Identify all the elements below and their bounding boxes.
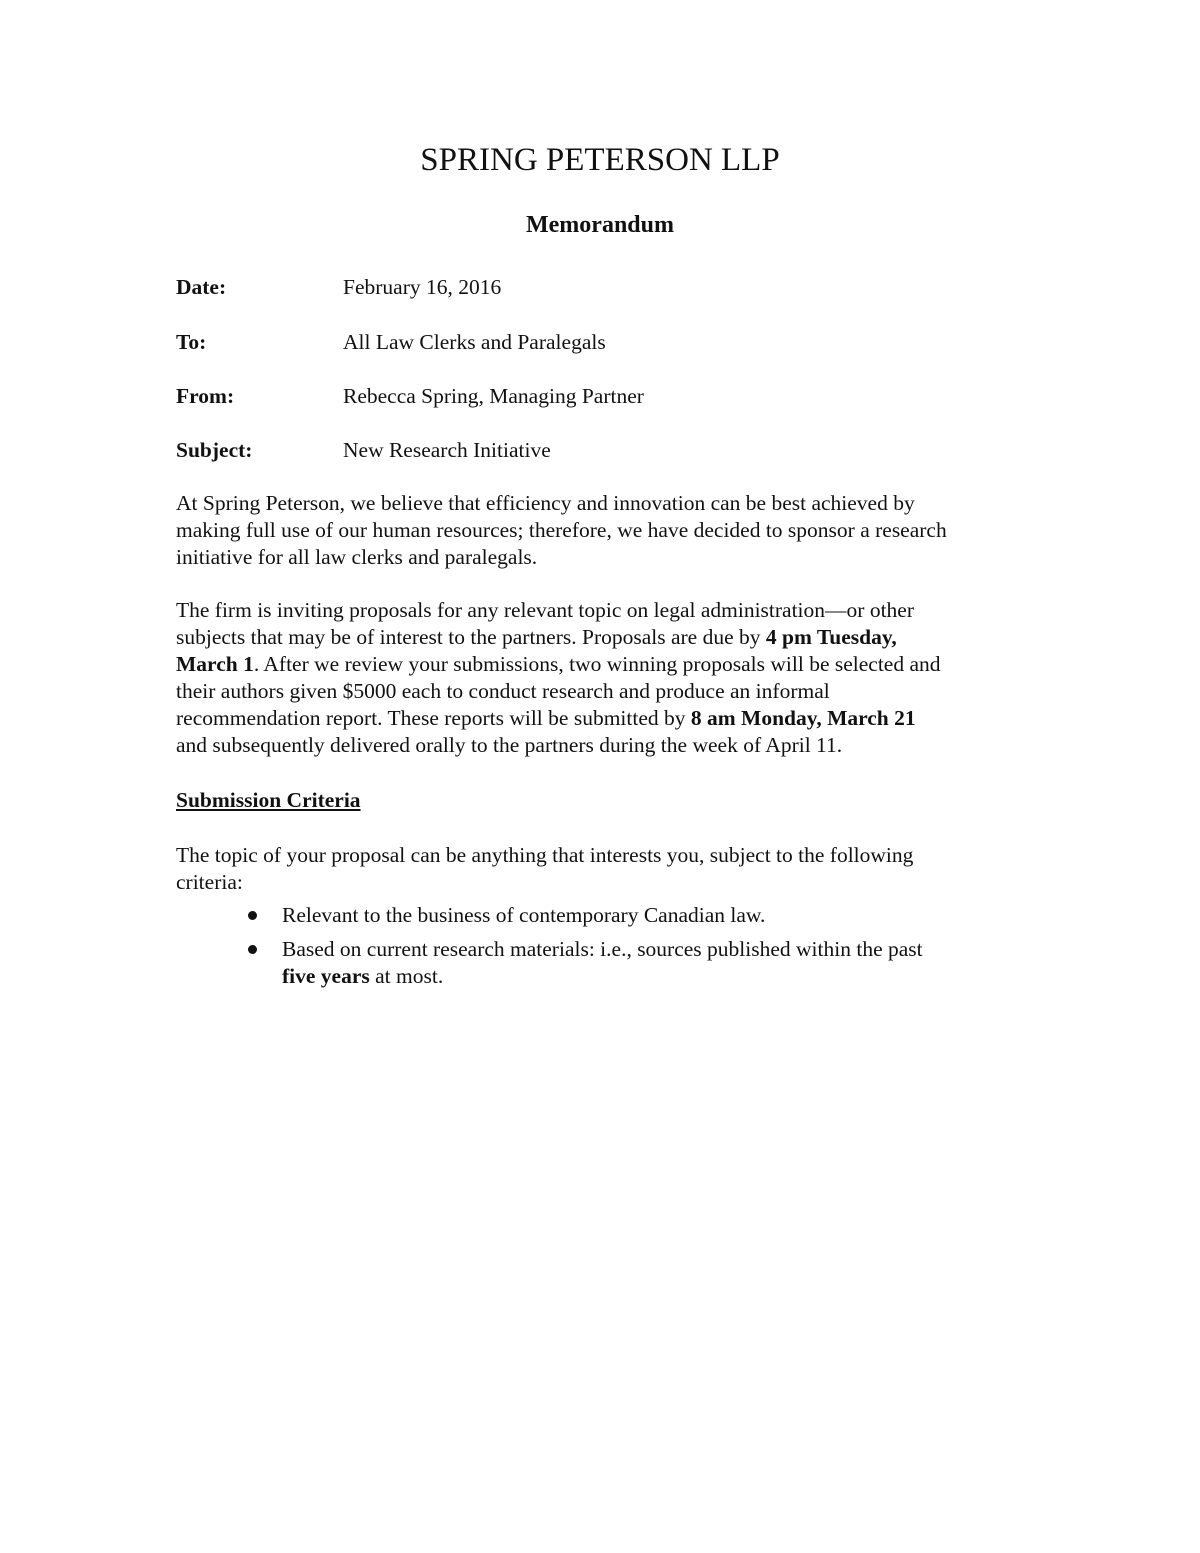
criteria-item-1-text: Relevant to the business of contemporary Canadian law. xyxy=(282,903,766,927)
date-label: Date: xyxy=(176,275,227,299)
details-line-5-text: recommendation report. These reports will be submitted by xyxy=(176,706,691,730)
from-value: Rebecca Spring, Managing Partner xyxy=(343,384,644,408)
intro-line-3: initiative for all law clerks and paralegals. xyxy=(176,545,538,569)
bullet-icon xyxy=(248,945,257,954)
criteria-intro-line-2: criteria: xyxy=(176,870,243,894)
subject-label: Subject: xyxy=(176,438,253,462)
to-value: All Law Clerks and Paralegals xyxy=(343,330,606,354)
criteria-intro-line-1: The topic of your proposal can be anything that interests you, subject to the following xyxy=(176,843,914,867)
details-line-2 xyxy=(176,624,1036,651)
date-value: February 16, 2016 xyxy=(343,275,502,299)
details-line-4: their authors given $5000 each to conduct research and produce an informal xyxy=(176,679,830,703)
details-paragraph xyxy=(176,597,1036,759)
details-line-2-text: subjects that may be of interest to the partners. Proposals are due by xyxy=(176,625,766,649)
criteria-item-2-rest: at most. xyxy=(369,964,444,988)
criteria-item-2 xyxy=(176,936,1036,990)
intro-line-1: At Spring Peterson, we believe that efficiency and innovation can be best achieved by xyxy=(176,491,915,515)
proposal-deadline-date-bold: March 1 xyxy=(176,652,254,676)
submission-criteria-heading: Submission Criteria xyxy=(176,788,361,812)
criteria-intro-paragraph xyxy=(176,842,1036,896)
criteria-item-1 xyxy=(176,902,1036,929)
proposal-deadline-bold: 4 pm Tuesday, xyxy=(765,625,897,649)
from-label: From: xyxy=(176,384,235,408)
intro-paragraph xyxy=(176,490,1036,571)
five-years-bold: five years xyxy=(282,964,370,988)
criteria-list xyxy=(176,902,1036,997)
to-label: To: xyxy=(176,330,207,354)
details-line-6: and subsequently delivered orally to the partners during the week of April 11. xyxy=(176,733,843,757)
details-line-3 xyxy=(176,651,1036,678)
firm-name: SPRING PETERSON LLP xyxy=(420,142,780,178)
details-line-3-text: . After we review your submissions, two winning proposals will be selected and xyxy=(253,652,941,676)
details-line-1: The firm is inviting proposals for any relevant topic on legal administration—or other xyxy=(176,598,914,622)
subject-value: New Research Initiative xyxy=(343,438,551,462)
details-line-5 xyxy=(176,705,1036,732)
criteria-item-2-line-2 xyxy=(282,963,1036,990)
bullet-icon xyxy=(248,911,257,920)
document-type: Memorandum xyxy=(526,212,674,238)
report-deadline-bold: 8 am Monday, March 21 xyxy=(690,706,916,730)
intro-line-2: making full use of our human resources; therefore, we have decided to sponsor a research xyxy=(176,518,947,542)
criteria-item-2-line-1: Based on current research materials: i.e., sources published within the past xyxy=(282,937,923,961)
